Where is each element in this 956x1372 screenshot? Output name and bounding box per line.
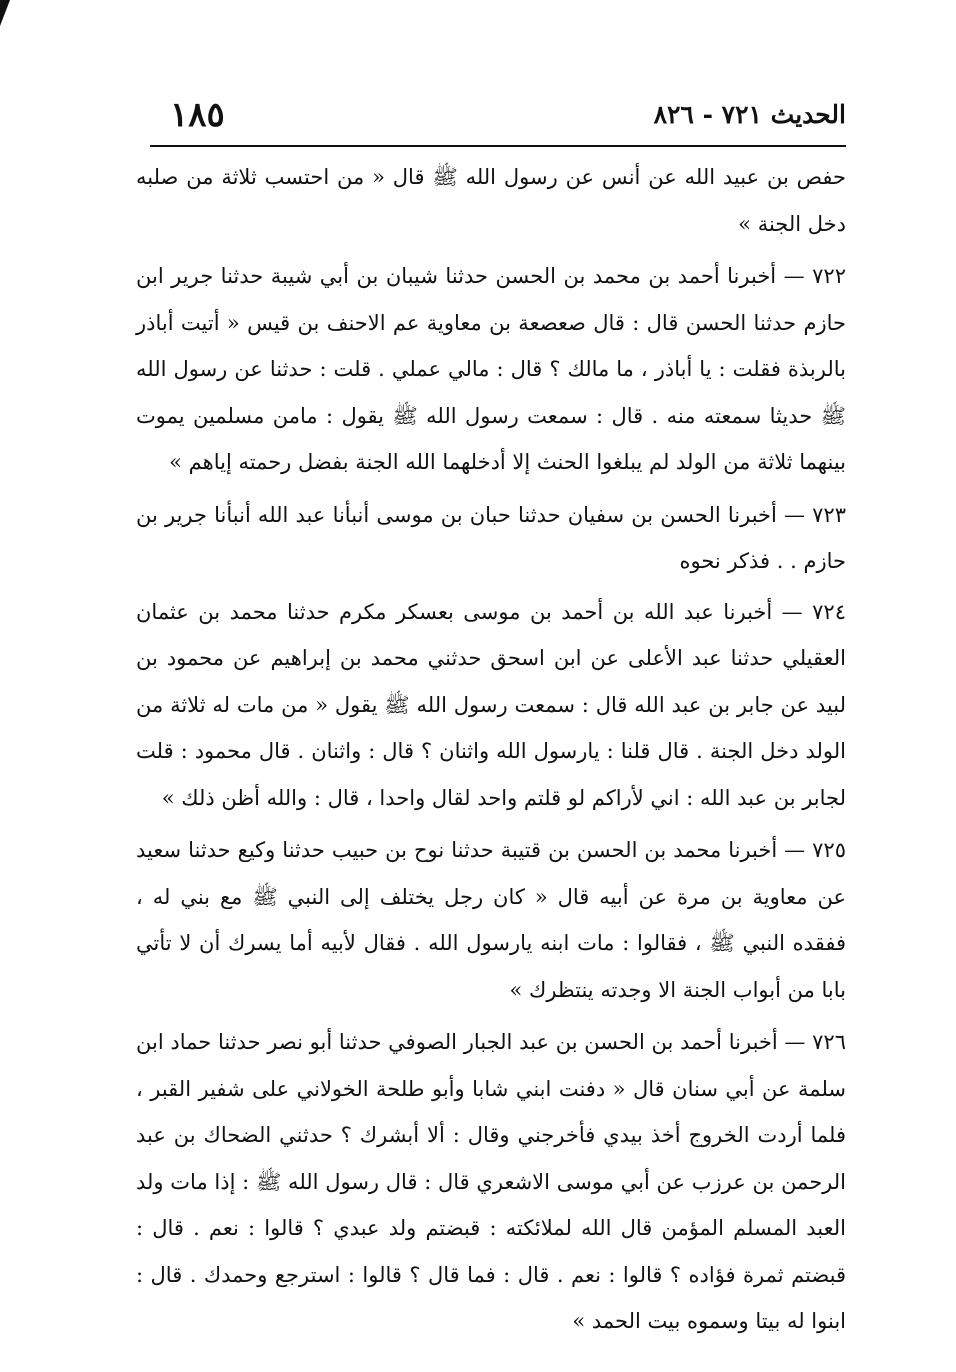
corner-mark xyxy=(0,0,10,26)
page-number: ١٨٥ xyxy=(170,95,225,135)
hadith-723: ٧٢٣ — أخبرنا الحسن بن سفيان حدثنا حبان بن موسى أنبأنا عبد الله أنبأنا جرير بن حازم . . فذكر نحوه xyxy=(136,502,846,573)
page-body xyxy=(136,154,846,1351)
hadith-722: ٧٢٢ — أخبرنا أحمد بن محمد بن الحسن حدثنا شيبان بن أبي شيبة حدثنا جرير ابن حازم حدثنا الحسن قال : قال صعصعة بن معاوية عم الاحنف بن قيس « أتيت أباذر بالربذة فقلت : يا أباذر ، ما مالك ؟ قال : مالي عملي . قلت : حدثنا عن رسول الله ﷺ حديثا سمعته منه . قال : سمعت رسول الله ﷺ يقول : مامن مسلمين يموت بينهما ثلاثة من الولد لم يبلغوا الحنث إلا أدخلهما الله الجنة بفضل رحمته إياهم » xyxy=(136,264,846,474)
paragraph-continuation: حفص بن عبيد الله عن أنس عن رسول الله ﷺ قال « من احتسب ثلاثة من صلبه دخل الجنة » xyxy=(136,165,846,236)
running-title: الحديث ٧٢١ - ٨٢٦ xyxy=(653,100,846,129)
hadith-725: ٧٢٥ — أخبرنا محمد بن الحسن بن قتيبة حدثنا نوح بن حبيب حدثنا وكيع حدثنا سعيد عن معاوية بن مرة عن أبيه قال « كان رجل يختلف إلى النبي ﷺ مع بني له ، ففقده النبي ﷺ ، فقالوا : مات ابنه يارسول الله . فقال لأبيه أما يسرك أن لا تأتي بابا من أبواب الجنة الا وجدته ينتظرك » xyxy=(136,838,846,1002)
header-rule xyxy=(150,145,846,147)
running-head xyxy=(150,96,846,140)
hadith-724: ٧٢٤ — أخبرنا عبد الله بن أحمد بن موسى بعسكر مكرم حدثنا محمد بن عثمان العقيلي حدثنا عبد الأعلى عن ابن اسحق حدثني محمد بن إبراهيم عن محمود بن لبيد عن جابر بن عبد الله قال : سمعت رسول الله ﷺ يقول « من مات له ثلاثة من الولد دخل الجنة . قال قلنا : يارسول الله واثنان ؟ قال : واثنان . قال محمود : قلت لجابر بن عبد الله : اني لأراكم لو قلتم واحد لقال واحدا ، قال : والله أظن ذلك » xyxy=(136,599,846,810)
hadith-726: ٧٢٦ — أخبرنا أحمد بن الحسن بن عبد الجبار الصوفي حدثنا أبو نصر حدثنا حماد ابن سلمة عن أبي سنان قال « دفنت ابني شابا وأبو طلحة الخولاني على شفير القبر ، فلما أردت الخروج أخذ بيدي فأخرجني وقال : ألا أبشرك ؟ حدثني الضحاك بن عبد الرحمن بن عرزب عن أبي موسى الاشعري قال : قال رسول الله ﷺ : إذا مات ولد العبد المسلم المؤمن قال الله لملائكته : قبضتم ولد عبدي ؟ قالوا : نعم . قال : قبضتم ثمرة فؤاده ؟ قالوا : نعم . قال : فما قال ؟ قالوا : استرجع وحمدك . قال : ابنوا له بيتا وسموه بيت الحمد » xyxy=(136,1030,846,1333)
